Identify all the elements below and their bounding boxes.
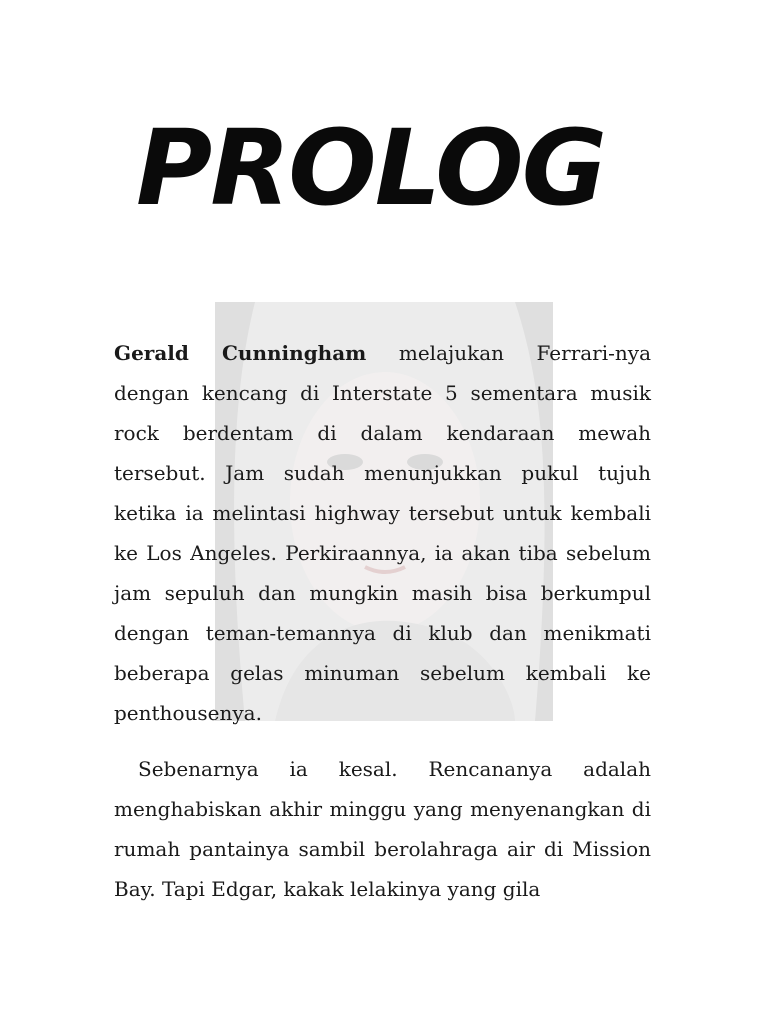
- chapter-title: PROLOG: [136, 107, 606, 229]
- paragraph-1: [114, 333, 651, 733]
- paragraph-2-text: Sebenarnya ia kesal. Rencananya adalah menghabiskan akhir minggu yang menyenangkan di rumah pantainya sambil berolahraga air di Mission Bay. Tapi Edgar, kakak lelakinya yang gila: [114, 757, 651, 901]
- paragraph-2: [114, 749, 651, 909]
- character-name: Gerald Cunningham: [114, 341, 367, 365]
- story-text: [114, 333, 651, 909]
- paragraph-1-text: melajukan Ferrari-nya dengan kencang di Interstate 5 sementara musik rock berdentam di dalam kendaraan mewah tersebut. Jam sudah menunjukkan pukul tujuh ketika ia melintasi highway tersebut untuk kembali ke Los Angeles. Perkiraannya, ia akan tiba sebelum jam sepuluh dan mungkin masih bisa berkumpul dengan teman-temannya di klub dan menikmati beberapa gelas minuman sebelum kembali ke penthousenya.: [114, 341, 652, 725]
